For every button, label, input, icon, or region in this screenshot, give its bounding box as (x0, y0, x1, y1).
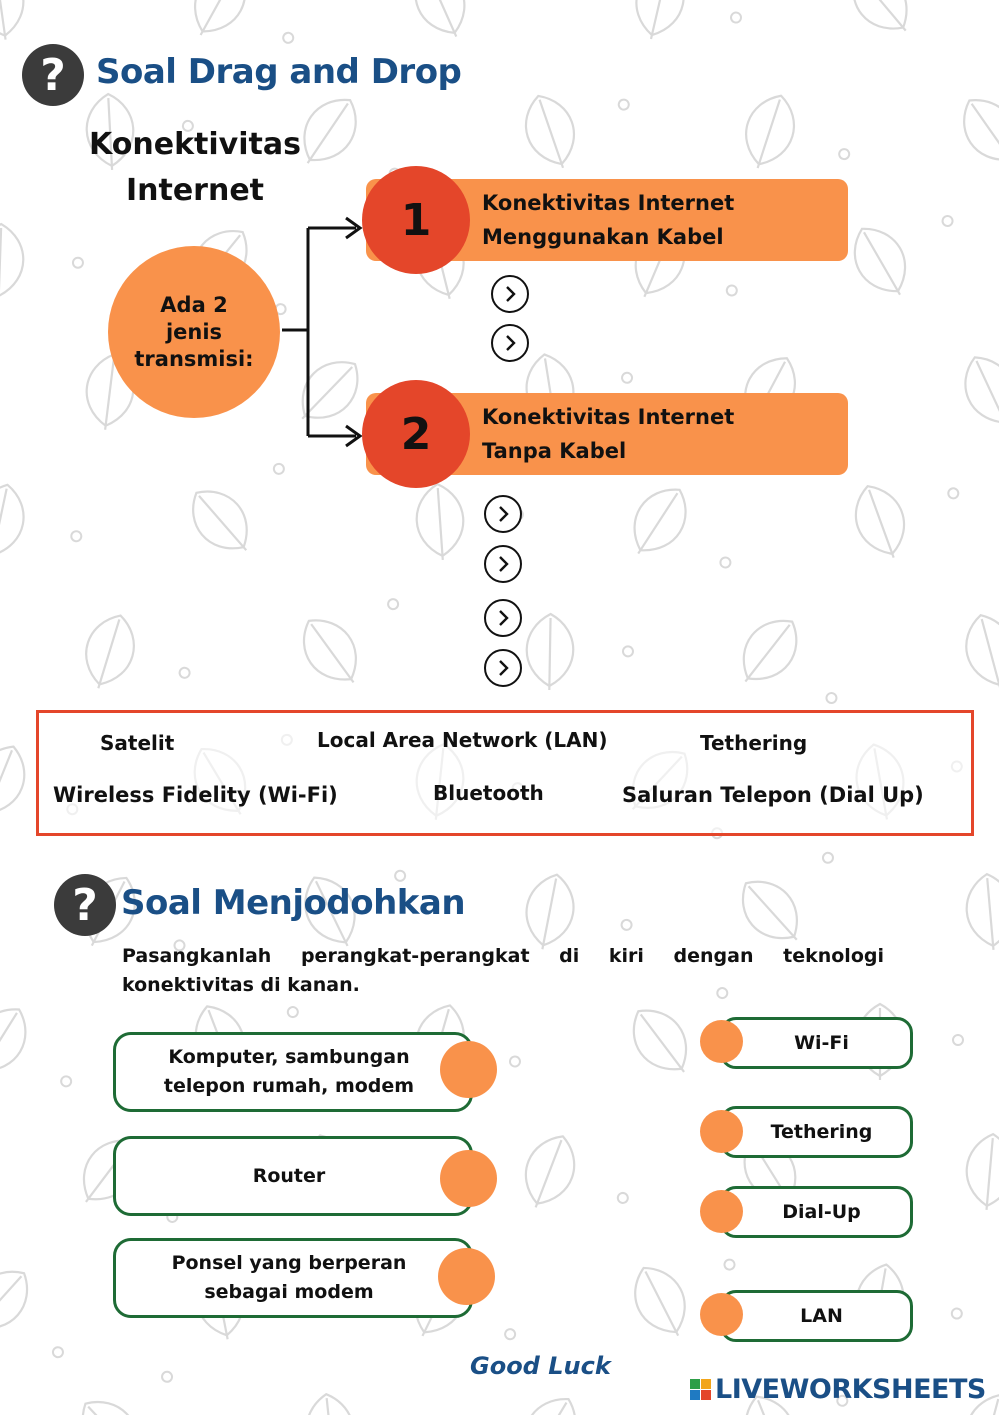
branch-connector-arrows (276, 210, 376, 450)
draggable-chip[interactable]: Saluran Telepon (Dial Up) (622, 783, 924, 807)
match-right-label: LAN (800, 1305, 843, 1327)
root-circle (108, 246, 280, 418)
chevron-right-icon (502, 334, 518, 352)
match-left-label: Router (252, 1164, 326, 1187)
section-title-matching: Soal Menjodohkan (121, 883, 466, 923)
chevron-right-icon (502, 285, 518, 303)
root-circle-label: Ada 2 jenis transmisi: (134, 292, 254, 371)
drop-slot-wireless-4[interactable] (484, 649, 522, 687)
chevron-right-icon (495, 609, 511, 627)
branch-1-line2: Menggunakan Kabel (482, 225, 724, 249)
draggable-chip[interactable]: Bluetooth (433, 781, 544, 805)
branch-1-number: 1 (362, 166, 470, 274)
drop-slot-wireless-1[interactable] (484, 495, 522, 533)
match-right-item-1 (720, 1017, 913, 1069)
matching-instruction: Pasangkanlah perangkat-perangkat di kiri dengan teknologi konektivitas di kanan. (122, 945, 884, 996)
question-icon: ? (54, 874, 116, 936)
liveworksheets-logo-icon (690, 1379, 711, 1400)
match-right-label: Dial-Up (782, 1201, 861, 1223)
match-left-dot-3[interactable] (438, 1248, 495, 1305)
match-left-item-2 (113, 1136, 473, 1216)
good-luck-text: Good Luck (470, 1352, 611, 1380)
drop-slot-cable-2[interactable] (491, 324, 529, 362)
match-right-dot-4[interactable] (700, 1293, 743, 1336)
match-right-dot-3[interactable] (700, 1190, 743, 1233)
match-left-dot-2[interactable] (440, 1150, 497, 1207)
match-left-dot-1[interactable] (440, 1041, 497, 1098)
branch-1-line1: Konektivitas Internet (482, 191, 735, 215)
liveworksheets-logo[interactable] (690, 1374, 986, 1405)
draggable-chip[interactable]: Satelit (100, 731, 175, 755)
section-title-drag-drop: Soal Drag and Drop (96, 52, 462, 92)
match-right-dot-2[interactable] (700, 1110, 743, 1153)
chevron-right-icon (495, 555, 511, 573)
match-right-item-4 (720, 1290, 913, 1342)
draggable-chip[interactable]: Tethering (700, 731, 808, 755)
drop-slot-wireless-3[interactable] (484, 599, 522, 637)
liveworksheets-brand-text: LIVEWORKSHEETS (715, 1374, 986, 1405)
match-left-item-1 (113, 1032, 473, 1112)
draggable-chip[interactable]: Local Area Network (LAN) (317, 728, 608, 752)
match-right-dot-1[interactable] (700, 1020, 743, 1063)
match-right-item-3 (720, 1186, 913, 1238)
branch-2-line1: Konektivitas Internet (482, 405, 735, 429)
root-title: Konektivitas Internet (89, 127, 301, 208)
branch-2-line2: Tanpa Kabel (482, 439, 627, 463)
match-right-label: Wi-Fi (794, 1032, 849, 1054)
match-right-item-2 (720, 1106, 913, 1158)
chevron-right-icon (495, 659, 511, 677)
drop-slot-wireless-2[interactable] (484, 545, 522, 583)
match-left-item-3 (113, 1238, 473, 1318)
match-right-label: Tethering (770, 1121, 873, 1143)
match-left-label: Komputer, sambungan telepon rumah, modem (163, 1046, 415, 1097)
draggable-chip[interactable]: Wireless Fidelity (Wi-Fi) (53, 783, 338, 807)
drop-slot-cable-1[interactable] (491, 275, 529, 313)
match-left-label: Ponsel yang berperan sebagai modem (171, 1252, 407, 1303)
branch-2-number: 2 (362, 380, 470, 488)
chevron-right-icon (495, 505, 511, 523)
question-icon: ? (22, 44, 84, 106)
